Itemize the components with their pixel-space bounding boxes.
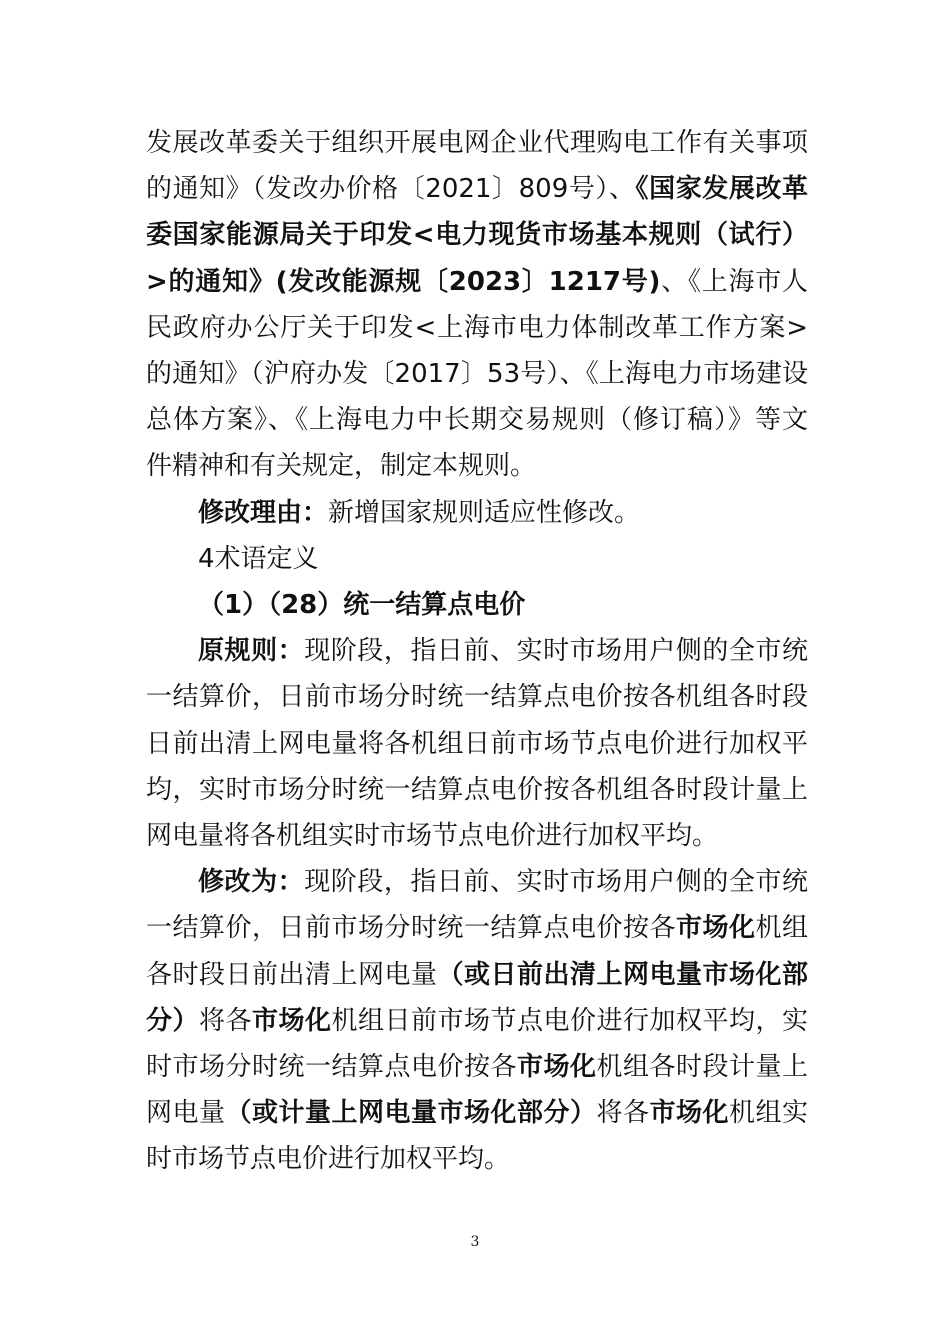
item-heading [146,582,808,628]
reference-bold: 《国家发展改革委国家能源局关于印发<电力现货市场基本规则（试行）>的通知》(发改能源规〔2023〕1217号) [146,174,808,297]
modified-text: 机组各时段日前出清上网电量 [146,913,808,990]
modified-bold: 市场化 [649,1098,729,1129]
modified-label: 修改为： [198,867,305,898]
paragraph-references [146,120,808,490]
page-number: 3 [470,1234,480,1250]
paragraph-reason [146,490,808,536]
item-heading-text: （1）（28）统一结算点电价 [198,590,526,621]
reference-text: 发展改革委关于组织开展电网企业代理购电工作有关事项的通知》（发改办价格〔2021〕809号）、 [146,128,808,205]
section-heading: 4术语定义 [198,543,319,574]
paragraph-modified-rule [146,859,808,1182]
original-label: 原规则： [198,636,305,667]
modified-text: 现阶段，指日前、实时市场用户侧的全市统一结算价，日前市场分时统一结算点电价按各 [146,867,808,944]
reason-label: 修改理由： [198,497,329,528]
modified-bold: 市场化 [675,913,756,944]
modified-text: 机组各时段计量上网电量 [146,1052,808,1129]
original-text: 现阶段，指日前、实时市场用户侧的全市统一结算价，日前市场分时统一结算点电价按各机组各时段日前出清上网电量将各机组日前市场节点电价进行加权平均，实时市场分时统一结算点电价按各机组各时段计量上网电量将各机组实时市场节点电价进行加权平均。 [146,636,808,852]
modified-bold: 市场化 [516,1052,597,1083]
modified-text: 机组实时市场节点电价进行加权平均。 [146,1098,808,1175]
modified-text: 将各 [596,1098,650,1129]
modified-text: 机组日前市场节点电价进行加权平均，实时市场分时统一结算点电价按各 [146,1005,808,1083]
paragraph-original-rule [146,628,808,859]
modified-bold: （或日前出清上网电量市场化部分） [146,959,808,1036]
reference-text-rest: 、《上海市人民政府办公厅关于印发<上海市电力体制改革工作方案>的通知》（沪府办发〔2017〕53号）、《上海电力市场建设总体方案》、《上海电力中长期交易规则（修订稿）》等文件精神和有关规定，制定本规则。 [146,266,808,482]
reason-text: 新增国家规则适应性修改。 [328,497,641,528]
modified-bold: 市场化 [252,1005,332,1036]
body-text [146,120,808,1183]
modified-bold: （或计量上网电量市场化部分） [225,1098,597,1129]
modified-text: 将各 [199,1005,252,1036]
